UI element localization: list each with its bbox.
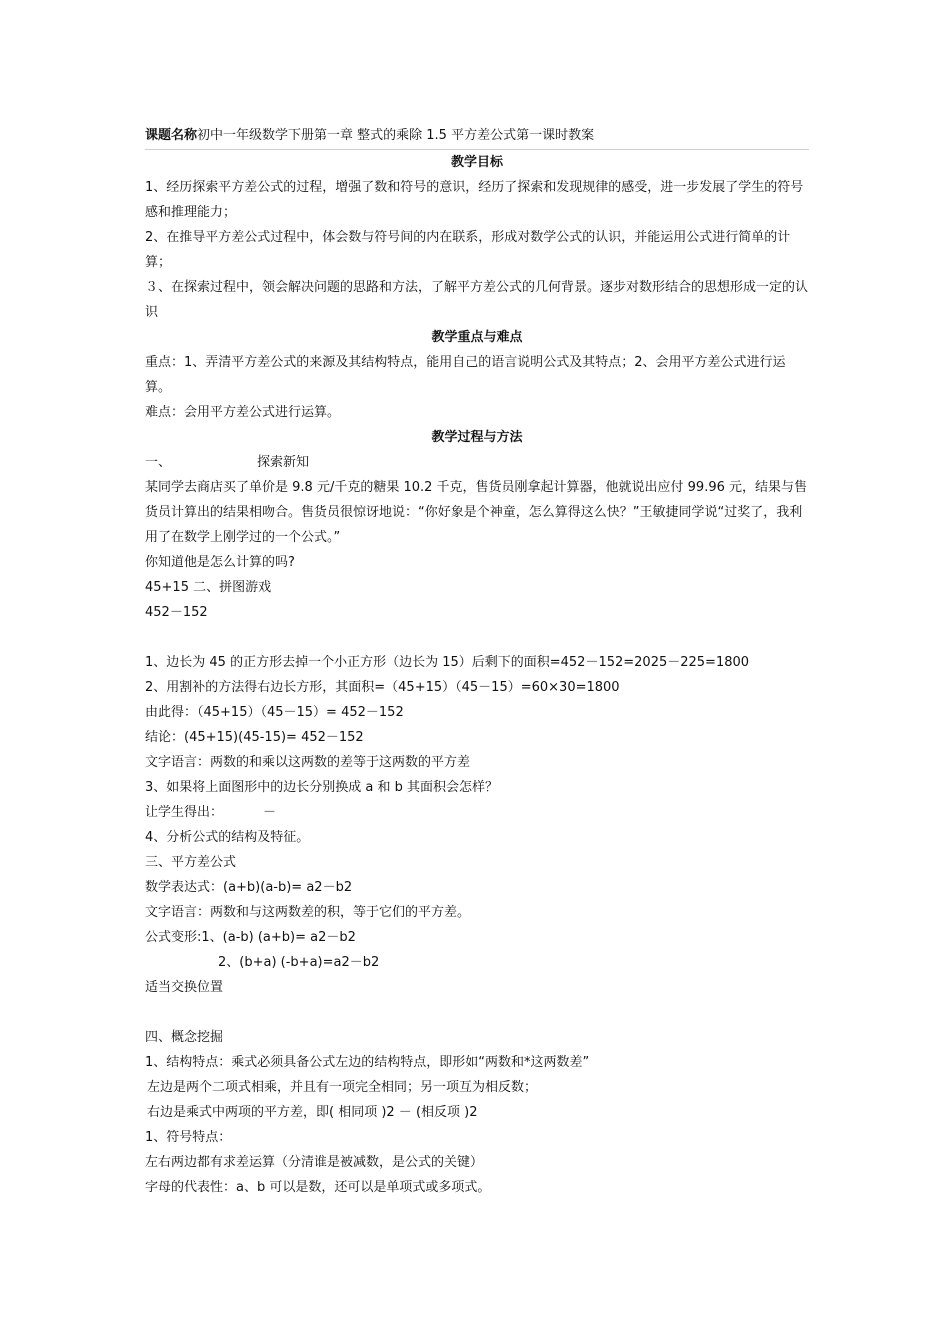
goal-item: 2、在推导平方差公式过程中，体会数与符号间的内在联系，形成对数学公式的认识，并能运用公式进行简单的计算； (145, 230, 791, 270)
students-label: 让学生得出： (145, 805, 224, 820)
line-b: 452－152 (145, 605, 208, 620)
lesson-label: 课题名称 (145, 128, 198, 143)
spacer (145, 625, 809, 650)
line-a: 45+15 二、拼图游戏 (145, 580, 272, 595)
concept-line: 左边是两个二项式相乘，并且有一项完全相同；另一项互为相反数； (147, 1080, 538, 1095)
story-paragraph: 某同学去商店买了单价是 9.8 元/千克的糖果 10.2 千克，售货员刚拿起计算器，他就说出应付 99.96 元，结果与售货员计算出的结果相吻合。售货员很惊讶地说：“你好象是个神童，怎么算得这么快？”王敏捷同学说“过奖了，我利用了在数学上刚学过的一个公式。” (145, 480, 808, 545)
section3-heading: 三、平方差公式 (145, 855, 237, 870)
variant-2: 2、(b+a) (-b+a)=a2－b2 (218, 955, 380, 970)
goal-item: 1、经历探索平方差公式的过程，增强了数和符号的意识，经历了探索和发现规律的感受，进一步发展了学生的符号感和推理能力； (145, 180, 804, 220)
concept-line: 字母的代表性：a、b 可以是数，还可以是单项式或多项式。 (145, 1180, 491, 1195)
step-line: 文字语言：两数的和乘以这两数的差等于这两数的平方差 (145, 755, 471, 770)
question-text: 你知道他是怎么计算的吗? (145, 555, 295, 570)
step-line: 1、边长为 45 的正方形去掉一个小正方形（边长为 15）后剩下的面积=452－152=2025－225=1800 (145, 655, 750, 670)
goal-item: ３、在探索过程中，领会解决问题的思路和方法，了解平方差公式的几何背景。逐步对数形结合的思想形成一定的认识 (145, 280, 809, 320)
process-heading: 教学过程与方法 (431, 430, 523, 445)
step-line: 2、用割补的方法得右边长方形，其面积=（45+15）（45－15）=60×30=1800 (145, 680, 620, 695)
students-line (145, 800, 809, 825)
section1-title: 探索新知 (257, 455, 310, 470)
concept-line: 1、符号特点： (145, 1130, 232, 1145)
step-line: 结论：(45+15)(45-15)= 452－152 (145, 730, 364, 745)
section1-number: 一、 (145, 455, 172, 470)
document-page (145, 124, 809, 1200)
key-points-heading: 教学重点与难点 (431, 330, 523, 345)
concept-line: 1、结构特点：乘式必须具备公式左边的结构特点，即形如“两数和*这两数差” (145, 1055, 590, 1070)
students-value: － (263, 805, 277, 820)
swap-note: 适当交换位置 (145, 980, 224, 995)
concept-line: 右边是乘式中两项的平方差，即( 相同项 )2 － (相反项 )2 (147, 1105, 478, 1120)
variant-1: 公式变形:1、(a-b) (a+b)= a2－b2 (145, 930, 356, 945)
difficulty-text: 难点：会用平方差公式进行运算。 (145, 405, 341, 420)
step4-line: 4、分析公式的结构及特征。 (145, 830, 310, 845)
goals-heading: 教学目标 (450, 155, 503, 170)
section1-heading (145, 450, 809, 475)
step-line: 3、如果将上面图形中的边长分别换成 a 和 b 其面积会怎样？ (145, 780, 499, 795)
spacer (145, 1000, 809, 1025)
section4-heading: 四、概念挖掘 (145, 1030, 224, 1045)
step-line: 由此得：（45+15）（45－15）= 452－152 (145, 705, 404, 720)
lesson-title-row (145, 124, 809, 150)
concept-line: 左右两边都有求差运算（分清谁是被减数，是公式的关键） (145, 1155, 484, 1170)
key-point-text: 重点：1、弄清平方差公式的来源及其结构特点，能用自己的语言说明公式及其特点；2、会用平方差公式进行运算。 (145, 355, 786, 395)
text-expression: 文字语言：两数和与这两数差的积，等于它们的平方差。 (145, 905, 471, 920)
lesson-title: 初中一年级数学下册第一章 整式的乘除 1.5 平方差公式第一课时教案 (197, 128, 595, 143)
math-expression: 数学表达式：(a+b)(a-b)= a2－b2 (145, 880, 353, 895)
